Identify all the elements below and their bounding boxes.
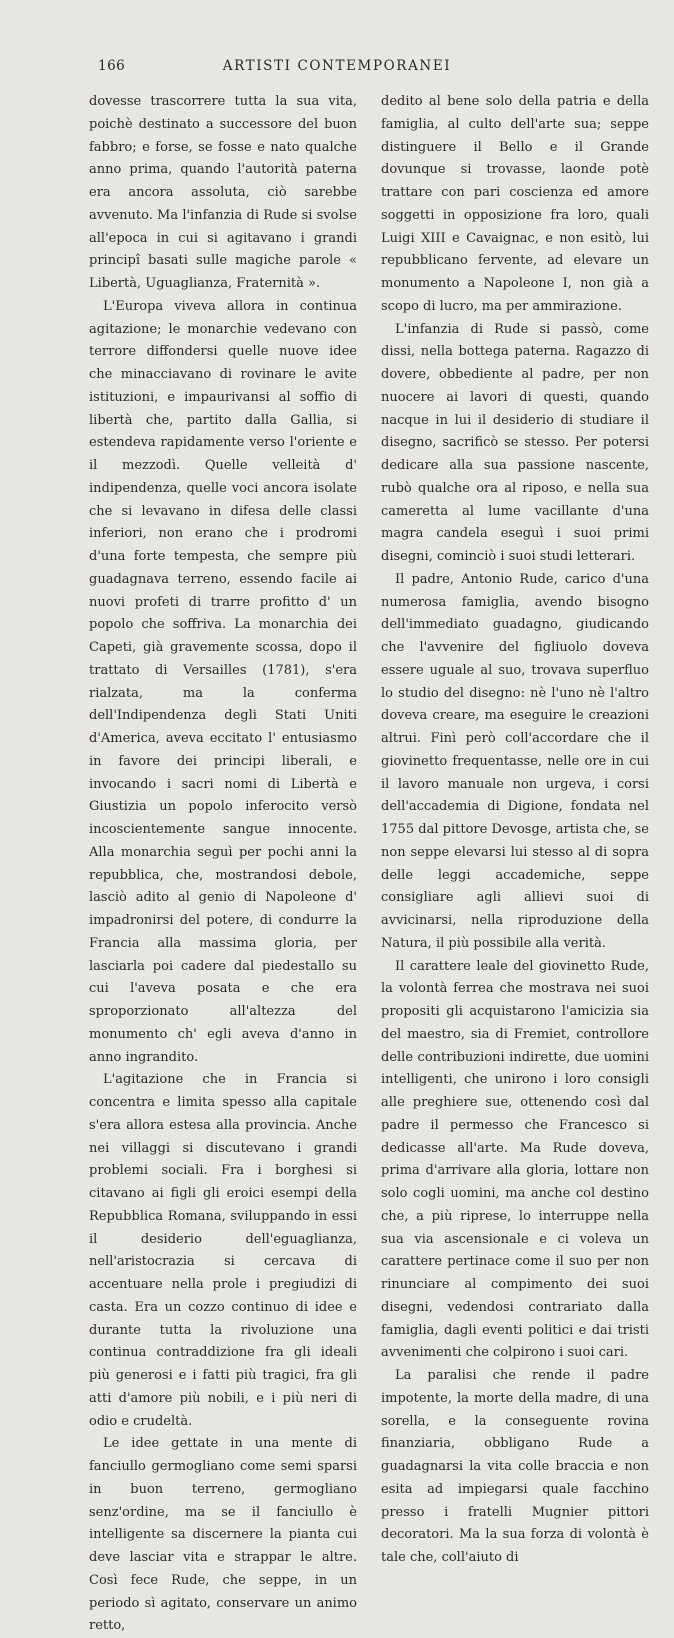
running-title: ARTISTI CONTEMPORANEI — [222, 58, 452, 74]
page-header — [0, 58, 674, 78]
paragraph: L'agitazione che in Francia si concentra e limita spesso alla capitale s'era allora estesa alla provincia. Anche nei villaggi si discutevano i grandi problemi sociali. Fra i borghesi si citavano ai figli gli eroici esempi della Repubblica Romana, sviluppando in essi il desiderio dell'eguaglianza, nell'aristocrazia si cercava di accentuare nella prole i pregiudizi di casta. Era un cozzo continuo di idee e durante tutta la rivoluzione una continua contraddizione fra gli ideali più generosi e i fatti più tragici, fra gli atti d'amore più nobili, e i più neri di odio e crudeltà. — [89, 1072, 357, 1429]
paragraph: dovesse trascorrere tutta la sua vita, poichè destinato a successore del buon fabbro; e forse, se fosse e nato qualche anno prima, quando l'autorità paterna era ancora assoluta, ciò sarebbe avvenuto. Ma l'infanzia di Rude si svolse all'epoca in cui si agitavano i grandi principî basati sulle magiche parole « Libertà, Uguaglianza, Fraternità ». — [89, 94, 357, 291]
paragraph: Le idee gettate in una mente di fanciullo germogliano come semi sparsi in buon terreno, germogliano senz'ordine, ma se il fanciullo è intelligente sa discernere la pianta cui deve lasciar vita e strappar le altre. Così fece Rude, che seppe, in un periodo sì agitato, conservare un animo retto, — [89, 1436, 357, 1634]
left-column — [89, 91, 357, 1638]
right-column — [381, 91, 649, 1570]
paragraph: L'Europa viveva allora in continua agitazione; le monarchie vedevano con terrore diffondersi quelle nuove idee che minacciavano di rovinare le avite istituzioni, e impaurivansi al soffio di libertà che, partito dalla Gallia, si estendeva rapidamente verso l'oriente e il mezzodì. Quelle velleità d' indipendenza, quelle voci ancora isolate che si levavano in difesa delle classi inferiori, non erano che i prodromi d'una forte tempesta, che sempre più guadagnava terreno, essendo facile ai nuovi profeti di trarre profitto d' un popolo che soffriva. La monarchia dei Capeti, già gravemente scossa, dopo il trattato di Versailles (1781), s'era rialzata, ma la conferma dell'Indipendenza degli Stati Uniti d'America, aveva eccitato l' entusiasmo in favore dei principi liberali, e invocando i sacri nomi di Libertà e Giustizia un popolo inferocito versò incoscientemente sangue innocente. Alla monarchia seguì per pochi anni la repubblica, che, mostrandosi debole, lasciò adito al genio di Napoleone d' impadronirsi del potere, di condurre la Francia alla massima gloria, per lasciarla poi cadere dal piedestallo su cui l'aveva posata e che era sproporzionato all'altezza del monumento ch' egli aveva d'anno in anno ingrandito. — [89, 298, 357, 1065]
paragraph: Il carattere leale del giovinetto Rude, la volontà ferrea che mostrava nei suoi propositi gli acquistarono l'amicizia sia del maestro, sia di Fremiet, controllore delle contribuzioni indirette, due uomini intelligenti, che unirono i loro consigli alle preghiere sue, ottenendo così dal padre il permesso che Francesco si dedicasse all'arte. Ma Rude doveva, prima d'arrivare alla gloria, lottare non solo cogli uomini, ma anche col destino che, a più riprese, lo interruppe nella sua via ascensionale e ci voleva un carattere pertinace come il suo per non rinunciare al compimento dei suoi disegni, vedendosi contrariato dalla famiglia, dagli eventi politici e dai tristi avvenimenti che colpirono i suoi cari. — [381, 958, 649, 1361]
paragraph: L'infanzia di Rude si passò, come dissi, nella bottega paterna. Ragazzo di dovere, obbediente al padre, per non nuocere ai lavori di questi, quando nacque in lui il desiderio di studiare il disegno, sacrificò se stesso. Per potersi dedicare alla sua passione nascente, rubò qualche ora al riposo, e nella sua cameretta al lume vacillante d'una magra candela eseguì i suoi primi disegni, cominciò i suoi studi letterari. — [381, 321, 649, 564]
page-number: 166 — [98, 58, 126, 74]
paragraph: La paralisi che rende il padre impotente, la morte della madre, di una sorella, e la conseguente rovina finanziaria, obbligano Rude a guadagnarsi la vita colle braccia e non esita ad impiegarsi quale facchino presso i fratelli Mugnier pittori decoratori. Ma la sua forza di volontà è tale che, coll'aiuto di — [381, 1368, 649, 1565]
paragraph: dedito al bene solo della patria e della famiglia, al culto dell'arte sua; seppe distinguere il Bello e il Grande dovunque si trovasse, laonde potè trattare con pari coscienza ed amore soggetti in opposizione fra loro, quali Luigi XIII e Cavaignac, e non esitò, lui repubblicano fervente, ad elevare un monumento a Napoleone I, non già a scopo di lucro, ma per ammirazione. — [381, 94, 649, 314]
paragraph: Il padre, Antonio Rude, carico d'una numerosa famiglia, avendo bisogno dell'immediato guadagno, giudicando che l'avvenire del figliuolo doveva essere uguale al suo, trovava superfluo lo studio del disegno: nè l'uno nè l'altro doveva creare, ma eseguire le creazioni altrui. Finì però coll'accordare che il giovinetto frequentasse, nelle ore in cui il lavoro manuale non urgeva, i corsi dell'accademia di Digione, fondata nel 1755 dal pittore Devosge, artista che, se non seppe elevarsi lui stesso al di sopra delle leggi accademiche, seppe consigliare agli allievi suoi di avvicinarsi, nella riproduzione della Natura, il più possibile alla verità. — [381, 571, 649, 951]
